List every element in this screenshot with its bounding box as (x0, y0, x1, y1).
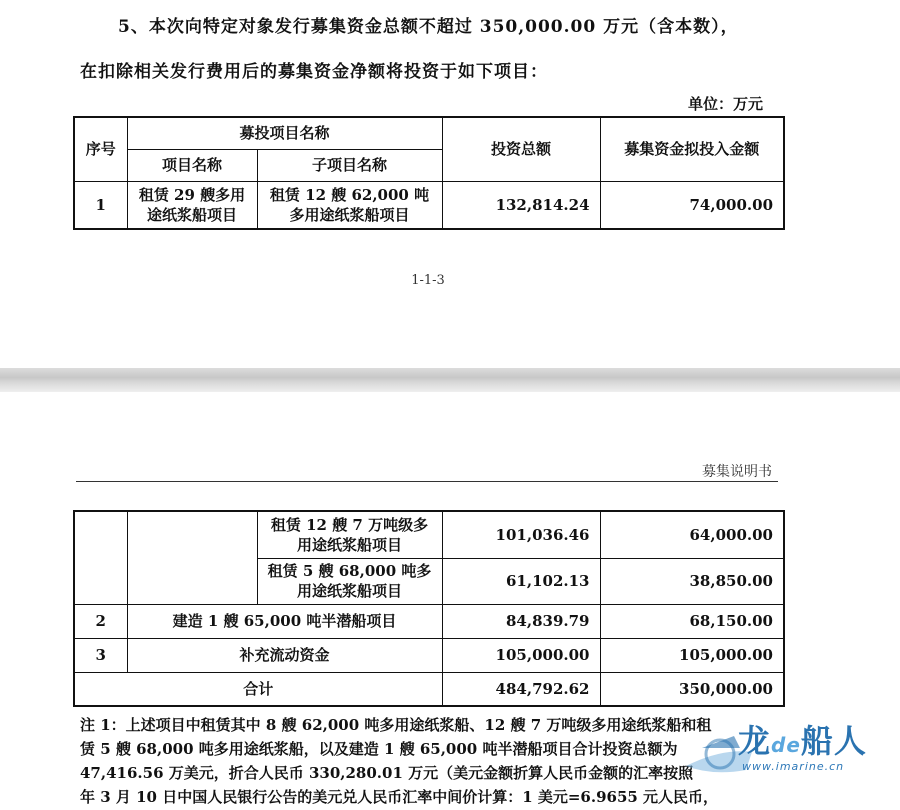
watermark-url: www.imarine.cn (742, 760, 845, 773)
row1-cont-1-sub: 租赁 12 艘 7 万吨级多用途纸浆船项目 (257, 511, 442, 558)
row1-project: 租赁 29 艘多用途纸浆船项目 (127, 181, 257, 229)
row3-project: 补充流动资金 (127, 638, 442, 672)
row1-cont-2-sub: 租赁 5 艘 68,000 吨多用途纸浆船项目 (257, 558, 442, 604)
total-raised-sum: 350,000.00 (600, 672, 784, 706)
row2-raised: 68,150.00 (600, 604, 784, 638)
table-row-total (74, 672, 784, 706)
row2-project: 建造 1 艘 65,000 吨半潜船项目 (127, 604, 442, 638)
row1-seq: 1 (74, 181, 127, 229)
page-header: 募集说明书 (702, 464, 772, 480)
page-number: 1-1-3 (411, 273, 445, 288)
row1-total: 132,814.24 (442, 181, 600, 229)
unit-label: 单位：万元 (688, 95, 764, 113)
page-separator (0, 368, 900, 392)
row1-cont-seq (74, 511, 127, 604)
note-line-4: 年 3 月 10 日中国人民银行公告的美元兑人民币汇率中间价计算：1 美元=6.9655 元人民币， (80, 788, 719, 806)
row1-raised: 74,000.00 (600, 181, 784, 229)
table-row (74, 604, 784, 638)
page-1-3 (0, 0, 900, 368)
total-label: 合计 (74, 672, 442, 706)
intro-line-1: 5、本次向特定对象发行募集资金总额不超过 350,000.00 万元（含本数）， (118, 17, 739, 37)
row1-sub: 租赁 12 艘 62,000 吨多用途纸浆船项目 (257, 181, 442, 229)
row2-seq: 2 (74, 604, 127, 638)
investment-table-part-1 (73, 116, 785, 230)
note-line-3: 47,416.56 万美元，折合人民币 330,280.01 万元（美元金额折算人民币金额的汇率按照 (80, 764, 694, 782)
note-line-1: 注 1：上述项目中租赁其中 8 艘 62,000 吨多用途纸浆船、12 艘 7 万吨级多用途纸浆船和租 (80, 716, 712, 734)
header-rule (76, 481, 778, 482)
header-seq: 序号 (74, 117, 127, 181)
intro-line-2: 在扣除相关发行费用后的募集资金净额将投资于如下项目： (80, 62, 548, 82)
header-raised-funds: 募集资金拟投入金额 (600, 117, 784, 181)
row2-total: 84,839.79 (442, 604, 600, 638)
row1-cont-1-total: 101,036.46 (442, 511, 600, 558)
watermark-brand (738, 716, 867, 762)
investment-table-part-2 (73, 510, 785, 707)
table-row (74, 181, 784, 229)
row1-cont-2-raised: 38,850.00 (600, 558, 784, 604)
watermark-brand-de: de (771, 733, 801, 757)
watermark-brand-b: 船人 (800, 722, 867, 760)
header-project-group: 募投项目名称 (127, 117, 442, 149)
header-total-investment: 投资总额 (442, 117, 600, 181)
total-investment-sum: 484,792.62 (442, 672, 600, 706)
table-row (74, 638, 784, 672)
table-row (74, 511, 784, 558)
row3-seq: 3 (74, 638, 127, 672)
note-line-2: 赁 5 艘 68,000 吨多用途纸浆船，以及建造 1 艘 65,000 吨半潜船项目合计投资总额为 (80, 740, 678, 758)
header-sub-project-name: 子项目名称 (257, 149, 442, 181)
row1-cont-project (127, 511, 257, 604)
watermark-brand-a: 龙 (738, 722, 772, 760)
row3-total: 105,000.00 (442, 638, 600, 672)
header-project-name: 项目名称 (127, 149, 257, 181)
row3-raised: 105,000.00 (600, 638, 784, 672)
row1-cont-1-raised: 64,000.00 (600, 511, 784, 558)
row1-cont-2-total: 61,102.13 (442, 558, 600, 604)
